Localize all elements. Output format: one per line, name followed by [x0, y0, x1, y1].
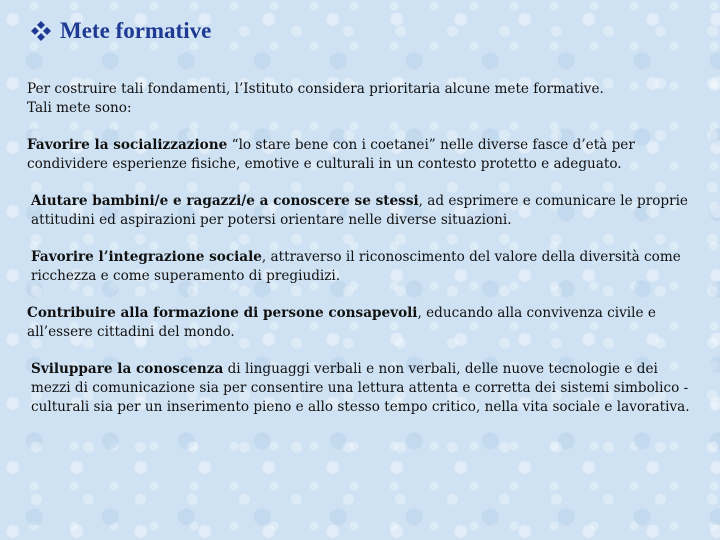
four-diamond-bullet-icon	[30, 20, 52, 42]
goal-keyword: Aiutare bambini/e e ragazzi/e a conoscere se stessi	[31, 193, 419, 209]
goal-keyword: Contribuire alla formazione di persone consapevoli	[27, 305, 418, 321]
intro-line-1: Per costruire tali fondamenti, l’Istituto considera prioritaria alcune mete formative.	[27, 81, 604, 97]
goal-text: di linguaggi verbali e non verbali, delle nuove tecnologie e dei mezzi di comunicazione sia per consentire una lettura attenta e corretta dei sistemi simbolico - culturali sia per un inserimento pieno e allo stesso tempo critico, nella vita sociale e lavorativa.	[31, 361, 690, 415]
goal-text: , educando alla convivenza civile e all’essere cittadini del mondo.	[27, 305, 656, 340]
goal-text: , attraverso il riconoscimento del valore della diversità come ricchezza e come superamento di pregiudizi.	[31, 249, 681, 284]
intro-paragraph	[27, 80, 695, 118]
goal-text: “lo stare bene con i coetanei” nelle diverse fasce d’età per condividere esperienze fisiche, emotive e culturali in un contesto protetto e adeguato.	[27, 137, 635, 172]
goal-item	[27, 304, 695, 342]
goal-keyword: Favorire l’integrazione sociale	[31, 249, 262, 265]
goal-keyword: Favorire la socializzazione	[27, 137, 228, 153]
goal-keyword: Sviluppare la conoscenza	[31, 361, 224, 377]
slide-body	[27, 80, 695, 435]
goal-item	[27, 360, 695, 417]
slide-title: Mete formative	[60, 18, 212, 43]
goal-item	[27, 248, 695, 286]
goal-text: , ad esprimere e comunicare le proprie attitudini ed aspirazioni per potersi orientare nelle diverse situazioni.	[31, 193, 688, 228]
slide-title-row	[30, 18, 211, 44]
goal-item	[27, 136, 695, 174]
goal-item	[27, 192, 695, 230]
intro-line-2: Tali mete sono:	[27, 100, 132, 116]
